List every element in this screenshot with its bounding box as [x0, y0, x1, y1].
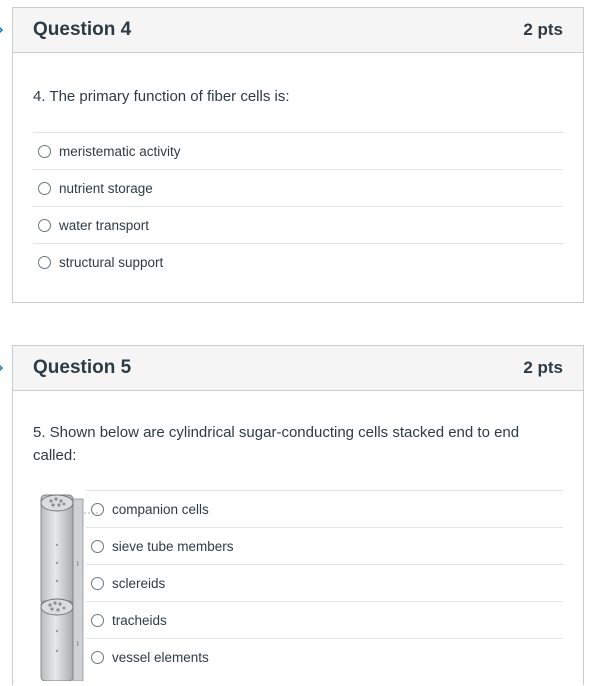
question-4: [12, 7, 584, 303]
question-text: 5. Shown below are cylindrical sugar-conducting cells stacked end to end called:: [33, 424, 520, 464]
sieve-tube-illustration: [39, 491, 99, 681]
question-text: 4. The primary function of fiber cells is:: [33, 88, 290, 105]
answer-label: meristematic activity: [59, 143, 181, 159]
question-title: Question 5: [33, 357, 132, 378]
answer-option[interactable]: [86, 638, 563, 675]
answer-option[interactable]: [86, 527, 563, 564]
question-flag-icon: [0, 25, 3, 35]
question-title: Question 4: [33, 19, 132, 40]
answer-label: sclereids: [112, 575, 166, 591]
question-body: [13, 53, 583, 280]
answer-option[interactable]: [33, 206, 563, 243]
answer-option[interactable]: [33, 243, 563, 280]
question-flag-icon: [0, 363, 3, 373]
question-points: 2 pts: [523, 20, 563, 39]
answer-label: vessel elements: [112, 649, 209, 665]
radio-button[interactable]: [38, 145, 51, 158]
answer-option[interactable]: [86, 564, 563, 601]
answer-label: structural support: [59, 254, 164, 270]
answer-label: tracheids: [112, 612, 167, 628]
answer-label: water transport: [59, 217, 150, 233]
answer-option[interactable]: [86, 601, 563, 638]
answer-label: companion cells: [112, 501, 209, 517]
answer-label: sieve tube members: [112, 538, 234, 554]
answer-list: [33, 132, 563, 280]
question-header: [13, 8, 583, 53]
question-header: [13, 346, 583, 391]
answer-label: nutrient storage: [59, 180, 153, 196]
radio-button[interactable]: [38, 219, 51, 232]
radio-button[interactable]: [38, 256, 51, 269]
answer-list: [86, 490, 563, 675]
question-5: [12, 345, 584, 685]
answer-option[interactable]: [33, 132, 563, 169]
radio-button[interactable]: [38, 182, 51, 195]
question-points: 2 pts: [523, 358, 563, 377]
answer-option[interactable]: [86, 490, 563, 527]
answer-option[interactable]: [33, 169, 563, 206]
